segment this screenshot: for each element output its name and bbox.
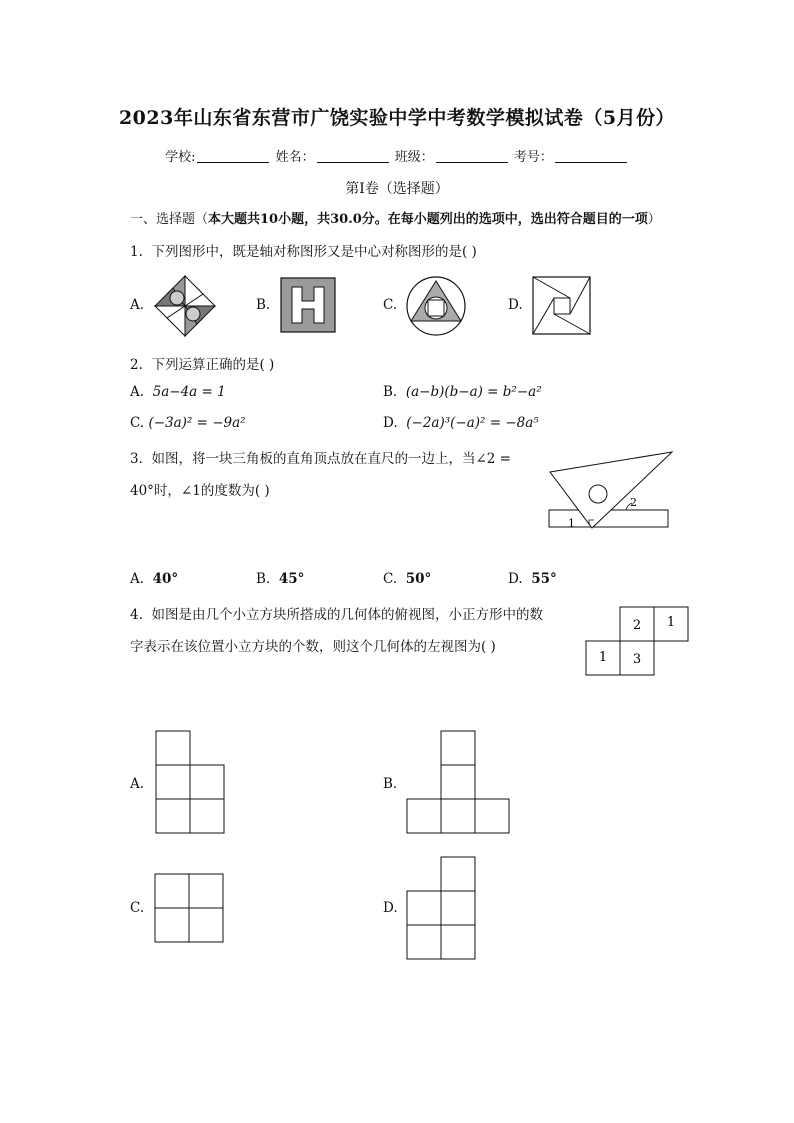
q4-top-view-grid [585,606,691,678]
q2-stem [130,353,274,373]
q4-number: 4. [130,607,143,623]
number-label: 考号： [513,150,553,165]
q1-number: 1. [130,244,143,260]
q4-grid-cell-value: 1 [666,615,676,630]
name-blank[interactable] [317,150,389,163]
q2-number: 2. [130,357,143,373]
q3-option-a-label: A. [130,571,145,587]
number-blank[interactable] [555,150,627,163]
part-heading-suffix: ） [647,212,661,227]
q2-option-a-label: A. [130,384,145,400]
section-title: 第I卷（选择题） [345,181,449,197]
q1-square-spiral-figure[interactable] [532,276,592,336]
q1-label-b[interactable]: B. [256,297,271,313]
q4-grid-cell-value: 3 [632,652,642,667]
q1-h-square-figure[interactable] [280,277,336,333]
q4-stem-line1 [130,603,570,623]
class-label: 班级： [394,150,434,165]
q2-option-a-expr: 5a−4a = 1 [152,384,226,400]
q3-option-d-value: 55° [531,571,557,587]
q1-label-d[interactable]: D. [508,297,523,313]
part-heading-bold: 本大题共10小题，共30.0分。在每小题列出的选项中，选出符合题目的一项 [208,212,648,227]
name-label: 姓名： [275,150,315,165]
exam-title: 2023年山东省东营市广饶实验中学中考数学模拟试卷（5月份） [118,107,676,129]
q3-stem-line1 [130,447,530,467]
q2-option-a[interactable] [130,384,226,400]
q4-option-b-view[interactable] [406,730,512,836]
q4-option-a-view[interactable] [155,730,227,836]
q3-option-d[interactable] [508,571,557,587]
q2-option-c[interactable] [130,415,246,431]
school-blank[interactable] [197,150,269,163]
q2-option-d-expr: (−2a)³(−a)² = −8a⁵ [406,415,539,431]
q4-grid-cell-value: 1 [598,650,608,665]
q4-option-d-view[interactable] [406,856,478,962]
part-heading [130,208,661,227]
class-blank[interactable] [436,150,508,163]
q3-option-a[interactable] [130,571,178,587]
q4-label-a[interactable]: A. [130,776,145,792]
q1-label-c[interactable]: C. [383,297,398,313]
q3-option-b[interactable] [256,571,304,587]
q1-label-a[interactable]: A. [130,297,145,313]
q3-text-line1: 如图，将一块三角板的直角顶点放在直尺的一边上，当∠2 = [151,451,511,467]
student-info-line [0,146,794,165]
q1-pinwheel-figure[interactable] [152,273,218,339]
part-heading-prefix: 一、选择题（ [130,212,209,227]
q3-option-d-label: D. [508,571,523,587]
q4-text-line1: 如图是由几个小立方块所搭成的几何体的俯视图，小正方形中的数 [151,607,543,623]
q3-option-b-value: 45° [278,571,305,587]
q2-option-c-label: C. [130,415,145,431]
q2-option-b-label: B. [383,384,398,400]
q2-option-b-expr: (a−b)(b−a) = b²−a² [405,384,542,400]
q3-angle-1-label: 1 [568,517,575,530]
q3-angle-2-label: 2 [630,496,637,509]
q3-option-c-value: 50° [405,571,432,587]
q1-circle-triangle-figure[interactable] [405,275,467,337]
q4-label-d[interactable]: D. [383,900,398,916]
q3-option-b-label: B. [256,571,271,587]
q4-option-c-view[interactable] [154,873,226,945]
q2-text: 下列运算正确的是( ) [151,357,275,373]
q3-ruler-triangle-figure [544,446,674,532]
q2-option-d[interactable] [383,415,539,431]
q1-text: 下列图形中，既是轴对称图形又是中心对称图形的是( ) [151,244,477,260]
q2-option-d-label: D. [383,415,398,431]
q2-option-b[interactable] [383,384,542,400]
q4-label-c[interactable]: C. [130,900,145,916]
q4-label-b[interactable]: B. [383,776,398,792]
q3-stem-line2: 40°时，∠1的度数为( ) [130,483,270,499]
school-label: 学校: [165,150,196,165]
q3-option-c-label: C. [383,571,398,587]
q2-option-c-expr: (−3a)² = −9a² [148,415,246,431]
q1-stem [130,240,477,260]
q3-number: 3. [130,451,143,467]
q4-grid-cell-value: 2 [632,618,642,633]
q3-option-c[interactable] [383,571,431,587]
q4-stem-line2: 字表示在该位置小立方块的个数，则这个几何体的左视图为( ) [130,639,496,655]
q3-option-a-value: 40° [152,571,179,587]
